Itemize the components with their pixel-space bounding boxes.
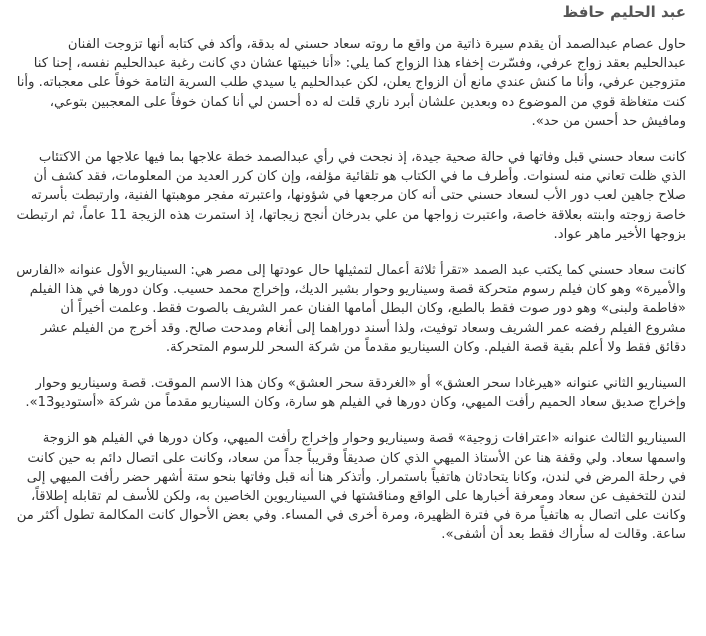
- article-paragraph-5: السيناريو الثالث عنوانه «اعترافات زوجية» قصة وسيناريو وحوار وإخراج رأفت الميهي، وكان دورها في الفيلم هو الزوجة واسمها سعاد. ولي وقفة هنا عن الأستاذ الميهي الذي كان صديقاً وقريباً جداً من سعاد، وكانت على اتصال دائم به حين كانت في رحلة المرض في لندن، وكانا يتحادثان هاتفياً باستمرار. وأتذكر هنا أنه قبل وفاتها بنحو ستة أشهر حضر رأفت الميهي إلى لندن للتخفيف عن سعاد ومعرفة أخبارها على الواقع ومناقشتها في السيناريوين الخاصين به، ولكن للأسف لم تقابله إطلاقاً، وكانت على اتصال به هاتفياً مرة في فترة الظهيرة، ومرة أخرى في المساء. وفي بعض الأحوال كانت المكالمة تطول أكثر من ساعة. وقالت له سأراك فقط بعد أن أشفى».: [16, 431, 686, 543]
- article-paragraph-1: حاول عصام عبدالصمد أن يقدم سيرة ذاتية من واقع ما روته سعاد حسني له بدقة، وأكد في كتابه أنها تزوجت الفنان عبدالحليم بعقد زواج عرفي، وفسّرت إخفاء هذا الزواج كما يلي: «أنا خبيتها عشان دي كانت رغبة عبدالحليم نفسه، إحنا كنا متزوجين عرفي، وأنا ما كنش عندي مانع أن الزواج يعلن، لكن عبدالحليم يا سيدي طلب السرية التامة خوفاً على معجباته. وأنا كنت متغاظة قوي من الموضوع ده وبعدين علشان أبرد ناري قلت له ده أحسن لي أنا كمان خوفاً على المعجبين بتوعي، ومافيش حد أحسن من حد».: [16, 37, 686, 129]
- article-title: عبد الحليم حافظ: [562, 3, 686, 21]
- article-paragraph-4: السيناريو الثاني عنوانه «هيرغادا سحر العشق» أو «الغردقة سحر العشق» وكان هذا الاسم الموقت. قصة وسيناريو وحوار وإخراج صديق سعاد الحميم رأفت الميهي، وكان دورها في الفيلم هو سارة، وكان السيناريو مقدماً من شركة «أستوديو13».: [25, 376, 686, 411]
- article-paragraph-3: كانت سعاد حسني كما يكتب عبد الصمد «تقرأ ثلاثة أعمال لتمثيلها حال عودتها إلى مصر هي: السيناريو الأول عنوانه «الفارس والأميرة» وهو كان فيلم رسوم متحركة قصة وسيناريو وحوار بشير الديك، وإخراج محمد حسيب. وكان دورها في هذا الفيلم «فاطمة ولبنى» وهو دور صوت فقط بالطبع، وكان البطل أمامها الفنان عمر الشريف بالصوت فقط. وعلمت أخيراً أن مشروع الفيلم رفضه عمر الشريف وسعاد توفيت، ولذا أسند دوراهما إلى أنغام ومدحت صالح. وقد أخرج من الفيلم عشر دقائق فقط ولا أعلم بقية قصة الفيلم. وكان السيناريو مقدماً من شركة السحر للرسوم المتحركة.: [16, 263, 686, 355]
- article-paragraph-2: كانت سعاد حسني قبل وفاتها في حالة صحية جيدة، إذ نجحت في رأي عبدالصمد خطة علاجها بما فيها علاجها من الاكتئاب الذي ظلت تعاني منه لسنوات. وأطرف ما في الكتاب هو تلقائية مؤلفه، وإن كان كرر العديد من المعلومات، فقد كشف أن صلاح جاهين لعب دور الأب لسعاد حسني حتى أنه كان مرجعها في شؤونها، واعتبرته مفجر موهبتها الفنية، وارتبطت بأسرته خاصة زوجته وابنته بعلاقة خاصة، واعتبرت زواجها من علي بدرخان أنجح زيجاتها، إذ استمرت هذه الزيجة 11 عاماً، ثم ارتبطت بزوجها الأخير ماهر عواد.: [16, 150, 686, 242]
- article-body: [16, 35, 686, 545]
